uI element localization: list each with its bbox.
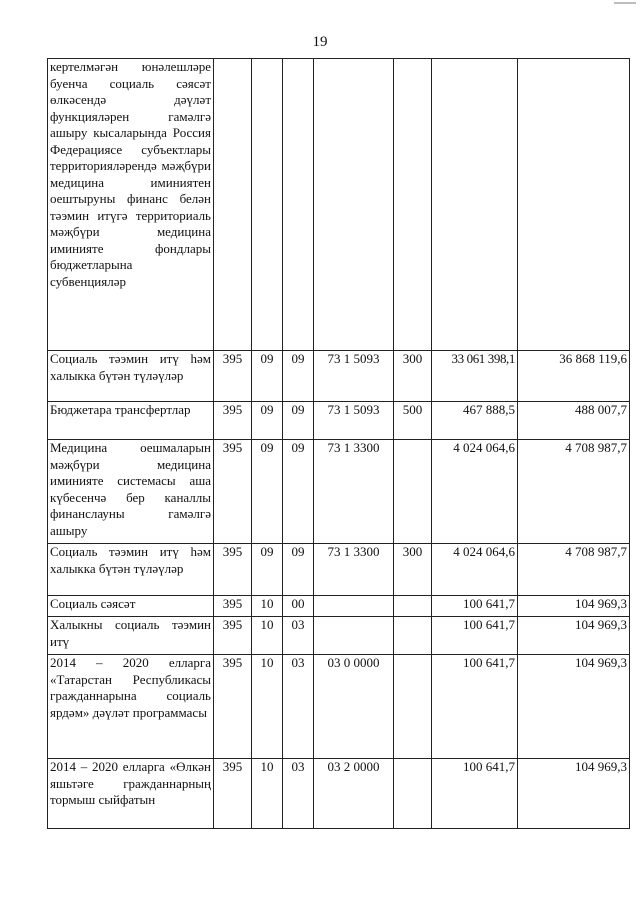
row-rz: 10 bbox=[252, 596, 283, 617]
row-pr: 09 bbox=[283, 544, 314, 596]
row-ved: 395 bbox=[214, 655, 252, 759]
row-sum-2014: 100 641,7 bbox=[432, 655, 518, 759]
row-vr bbox=[394, 655, 432, 759]
row-csr: 73 1 3300 bbox=[314, 544, 394, 596]
row-rz: 10 bbox=[252, 617, 283, 655]
row-csr bbox=[314, 596, 394, 617]
row-sum-2015: 36 868 119,6 bbox=[518, 351, 630, 402]
row-pr: 03 bbox=[283, 759, 314, 829]
row-vr: 500 bbox=[394, 402, 432, 440]
table-row bbox=[48, 544, 630, 596]
row-sum-2014: 100 641,7 bbox=[432, 617, 518, 655]
row-ved: 395 bbox=[214, 440, 252, 544]
table-row bbox=[48, 440, 630, 544]
row-csr: 73 1 5093 bbox=[314, 402, 394, 440]
row-sum-2015: 104 969,3 bbox=[518, 655, 630, 759]
row-pr: 09 bbox=[283, 351, 314, 402]
row-name: кертелмәгән юнәлешләре буенча социаль сәясәт өлкәсендә дәүләт функцияләрен гамәлгә ашыру кысаларында Россия Федерациясе субъектлары территорияләрендә мәҗбүри медицина иминиятен оештыруны финанс белән тәэмин итүгә территориаль мәҗбүри медицина иминияте фондлары бюджетларына субвенцияләр bbox=[48, 59, 214, 351]
table-row bbox=[48, 402, 630, 440]
row-vr bbox=[394, 59, 432, 351]
row-rz: 09 bbox=[252, 440, 283, 544]
row-vr: 300 bbox=[394, 351, 432, 402]
row-name: Социаль тәэмин итү һәм халыкка бүтән түләүләр bbox=[48, 351, 214, 402]
row-csr bbox=[314, 617, 394, 655]
row-ved bbox=[214, 59, 252, 351]
row-sum-2014 bbox=[432, 59, 518, 351]
row-sum-2015: 4 708 987,7 bbox=[518, 544, 630, 596]
row-sum-2014: 467 888,5 bbox=[432, 402, 518, 440]
row-sum-2014: 100 641,7 bbox=[432, 596, 518, 617]
row-csr: 03 0 0000 bbox=[314, 655, 394, 759]
row-ved: 395 bbox=[214, 544, 252, 596]
row-vr bbox=[394, 759, 432, 829]
row-sum-2015: 104 969,3 bbox=[518, 596, 630, 617]
row-vr bbox=[394, 440, 432, 544]
row-csr: 73 1 5093 bbox=[314, 351, 394, 402]
table-row bbox=[48, 617, 630, 655]
table-row bbox=[48, 351, 630, 402]
row-csr bbox=[314, 59, 394, 351]
row-sum-2015: 4 708 987,7 bbox=[518, 440, 630, 544]
row-name: Халыкны социаль тәэмин итү bbox=[48, 617, 214, 655]
row-csr: 73 1 3300 bbox=[314, 440, 394, 544]
row-rz: 09 bbox=[252, 351, 283, 402]
row-rz: 10 bbox=[252, 759, 283, 829]
table-row bbox=[48, 759, 630, 829]
scan-mark bbox=[614, 2, 636, 4]
row-pr: 03 bbox=[283, 655, 314, 759]
budget-table bbox=[47, 58, 630, 829]
row-rz bbox=[252, 59, 283, 351]
row-ved: 395 bbox=[214, 596, 252, 617]
row-sum-2015: 104 969,3 bbox=[518, 617, 630, 655]
row-name: 2014 – 2020 елларга «Татарстан Республикасы гражданнарына социаль ярдәм» дәүләт программасы bbox=[48, 655, 214, 759]
row-pr: 09 bbox=[283, 402, 314, 440]
table-row bbox=[48, 596, 630, 617]
row-sum-2015 bbox=[518, 59, 630, 351]
row-sum-2014: 100 641,7 bbox=[432, 759, 518, 829]
row-vr bbox=[394, 596, 432, 617]
row-rz: 10 bbox=[252, 655, 283, 759]
row-rz: 09 bbox=[252, 402, 283, 440]
row-csr: 03 2 0000 bbox=[314, 759, 394, 829]
row-pr: 03 bbox=[283, 617, 314, 655]
row-name: Медицина оешмаларын мәҗбүри медицина иминияте системасы аша күбесенчә бер каналлы финанслауны гамәлгә ашыру bbox=[48, 440, 214, 544]
row-name: Социаль сәясәт bbox=[48, 596, 214, 617]
row-pr: 00 bbox=[283, 596, 314, 617]
row-name: Бюджетара трансфертлар bbox=[48, 402, 214, 440]
page-number: 19 bbox=[312, 34, 328, 50]
row-vr: 300 bbox=[394, 544, 432, 596]
row-sum-2014: 4 024 064,6 bbox=[432, 544, 518, 596]
row-sum-2015: 488 007,7 bbox=[518, 402, 630, 440]
row-vr bbox=[394, 617, 432, 655]
row-name: Социаль тәэмин итү һәм халыкка бүтән түләүләр bbox=[48, 544, 214, 596]
row-ved: 395 bbox=[214, 351, 252, 402]
row-sum-2015: 104 969,3 bbox=[518, 759, 630, 829]
row-pr bbox=[283, 59, 314, 351]
row-sum-2014: 33 061 398,1 bbox=[432, 351, 518, 402]
row-ved: 395 bbox=[214, 402, 252, 440]
table-row bbox=[48, 655, 630, 759]
row-ved: 395 bbox=[214, 617, 252, 655]
row-sum-2014: 4 024 064,6 bbox=[432, 440, 518, 544]
row-rz: 09 bbox=[252, 544, 283, 596]
row-ved: 395 bbox=[214, 759, 252, 829]
row-pr: 09 bbox=[283, 440, 314, 544]
row-name: 2014 – 2020 елларга «Өлкән яшьтәге гражданнарның тормыш сыйфатын bbox=[48, 759, 214, 829]
table-row bbox=[48, 59, 630, 351]
